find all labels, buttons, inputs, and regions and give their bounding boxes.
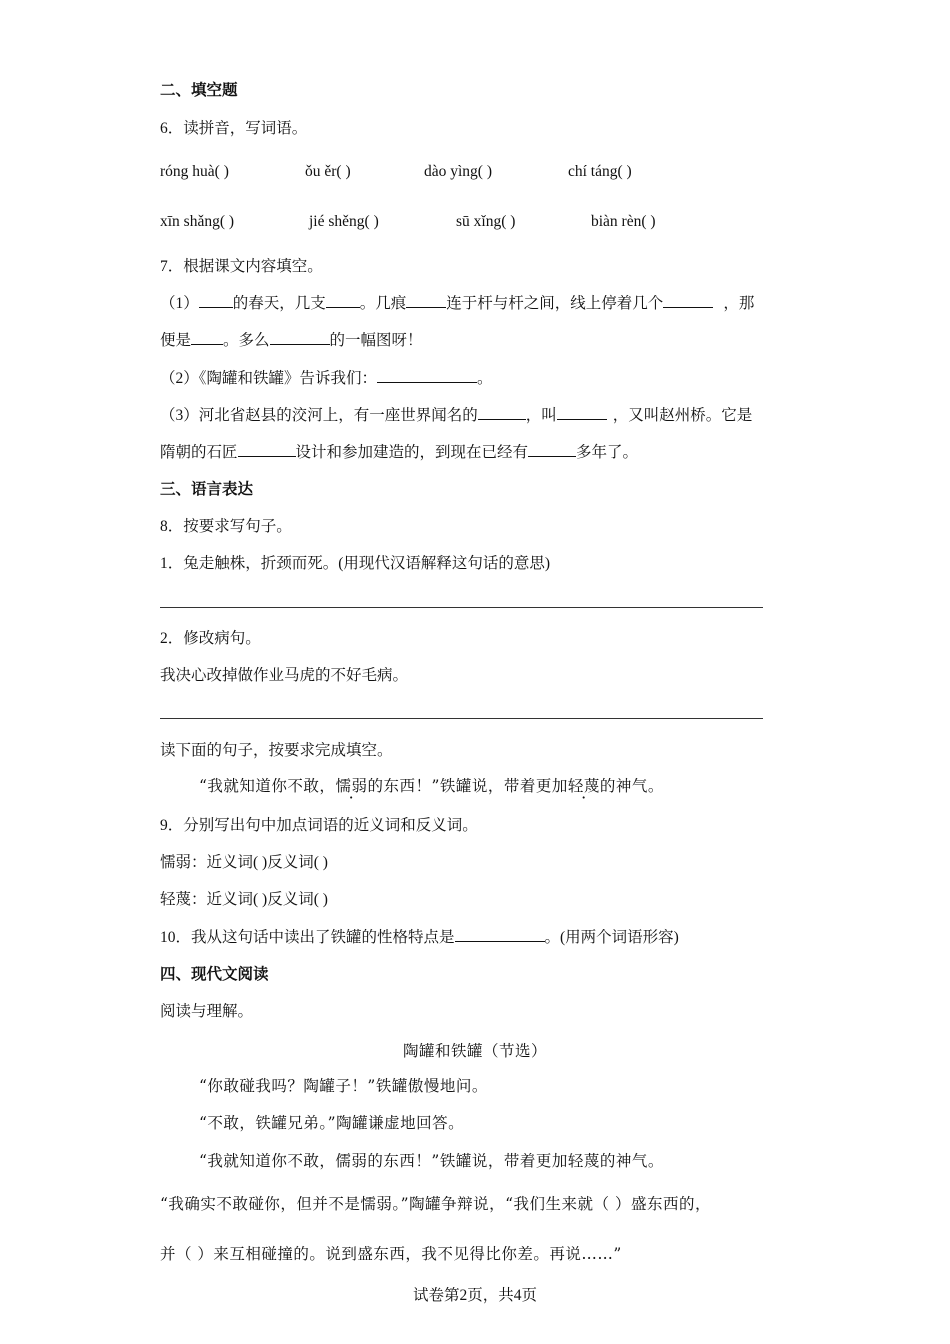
answer-line[interactable]	[160, 718, 763, 719]
question-8-sub-2: 2．修改病句。	[160, 630, 261, 647]
passage-line: “不敢，铁罐兄弟。”陶罐谦虚地回答。	[199, 1114, 465, 1132]
quoted-sentence: “我就知道你不敢，懦弱的东西！”铁罐说，带着更加轻蔑的神气。	[199, 777, 664, 795]
question-9-row: 轻蔑：近义词( )反义词( )	[160, 891, 328, 908]
pinyin-item: jié shěng( )	[309, 213, 379, 230]
question-9-row: 懦弱：近义词( )反义词( )	[160, 854, 328, 871]
reading-instruction: 读下面的句子，按要求完成填空。	[160, 742, 393, 759]
section-title: 四、现代文阅读	[160, 966, 269, 983]
passage-line: “我就知道你不敢，儒弱的东西！”铁罐说，带着更加轻蔑的神气。	[199, 1152, 664, 1170]
question-7-part-1-cont: 便是 。多么 的一幅图呀！	[160, 332, 423, 349]
pinyin-item: biàn rèn( )	[591, 213, 656, 230]
section-title: 三、语言表达	[160, 481, 254, 498]
reading-intro: 阅读与理解。	[160, 1003, 254, 1020]
pinyin-item: chí táng( )	[568, 163, 632, 180]
faulty-sentence: 我决心改掉做作业马虎的不好毛病。	[160, 667, 409, 684]
question-7-part-1: （1） 的春天，几支 。几痕 连于杆与杆之间，线上停着几个 ，那	[160, 295, 755, 312]
question-6-prompt: 6．读拼音，写词语。	[160, 120, 308, 137]
question-8-sub-1: 1．兔走触株，折颈而死。(用现代汉语解释这句话的意思)	[160, 555, 551, 572]
question-7-part-2: （2）《陶罐和铁罐》告诉我们： 。	[160, 370, 493, 387]
passage-line: “你敢碰我吗？陶罐子！”铁罐傲慢地问。	[199, 1077, 488, 1095]
question-7-prompt: 7．根据课文内容填空。	[160, 258, 323, 275]
passage-line: 并（ ）来互相碰撞的。说到盛东西，我不见得比你差。再说……”	[160, 1245, 622, 1263]
page-footer: 试卷第2页，共4页	[412, 1287, 537, 1304]
pinyin-item: róng huà( )	[160, 163, 229, 180]
question-9-prompt: 9．分别写出句中加点词语的近义词和反义词。	[160, 817, 478, 834]
question-10: 10．我从这句话中读出了铁罐的性格特点是 。(用两个词语形容)	[160, 929, 679, 946]
question-7-part-3: （3）河北省赵县的洨河上，有一座世界闻名的 ，叫 ，又叫赵州桥。它是	[160, 407, 753, 424]
passage-line: “我确实不敢碰你，但并不是懦弱。”陶罐争辩说，“我们生来就（ ）盛东西的，	[160, 1195, 711, 1213]
question-8-prompt: 8．按要求写句子。	[160, 518, 292, 535]
pinyin-item: dào yìng( )	[424, 163, 493, 180]
pinyin-item: xīn shǎng( )	[160, 213, 235, 230]
question-7-part-3-cont: 隋朝的石匠 设计和参加建造的，到现在已经有 多年了。	[160, 444, 639, 461]
pinyin-item: sū xǐng( )	[456, 213, 516, 230]
passage-title: 陶罐和铁罐（节选）	[402, 1042, 547, 1060]
answer-line[interactable]	[160, 607, 763, 608]
pinyin-item: ǒu ěr( )	[305, 163, 351, 180]
section-title: 二、填空题	[160, 82, 238, 99]
